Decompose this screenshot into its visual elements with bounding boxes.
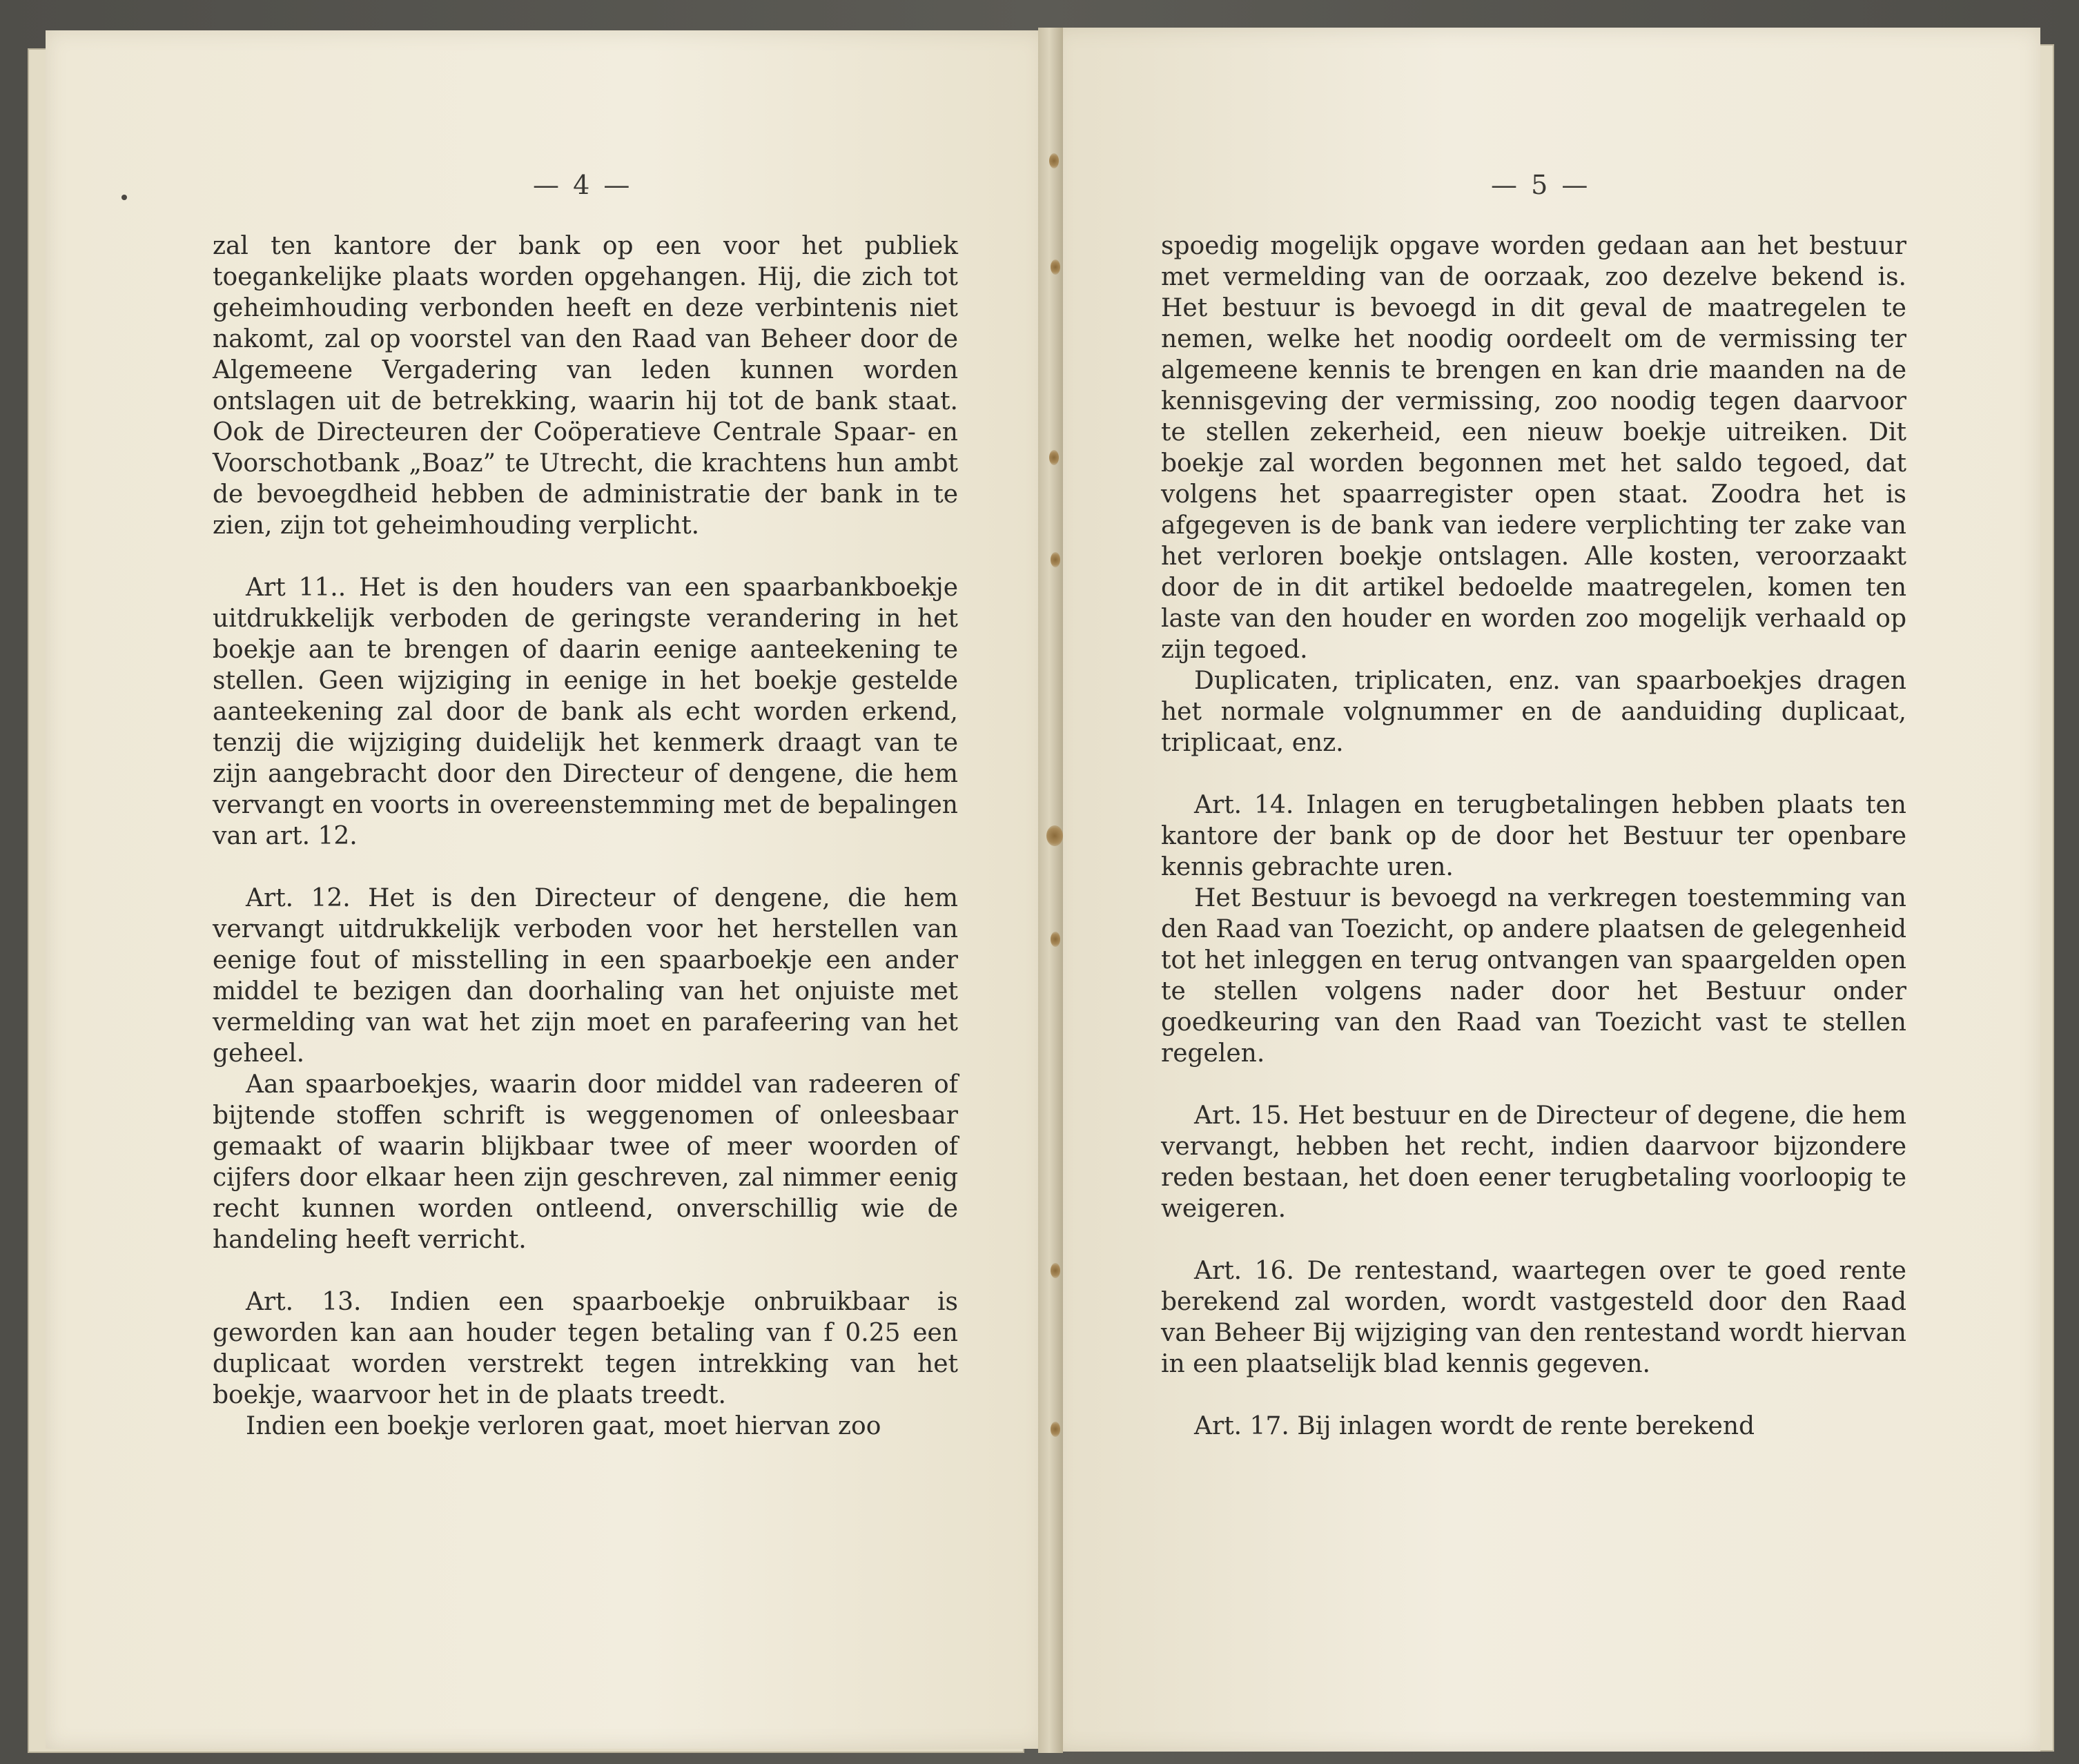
paragraph-art13-continuation: spoedig mogelijk opgave worden gedaan aan het bestuur met vermelding van de oorzaak, zoo dezelve bekend is. Het bestuur is bevoegd in dit geval de maatregelen te nemen, welke het noodig oordeelt om de vermissing ter algemeene kennis te brengen en kan drie maanden na de kennisgeving der vermissing, zoo noodig tegen daarvoor te stellen zekerheid, een nieuw boekje uitreiken. Dit boekje zal worden begonnen met het saldo tegoed, dat volgens het spaarregister open staat. Zoodra het is afgegeven is de bank van iedere verplichting ter zake van het verloren boekje ontslagen. Alle kosten, veroorzaakt door de in dit artikel bedoelde maatregelen, komen ten laste van den houder en worden zoo mogelijk verhaald op zijn tegoed.: [1161, 232, 1906, 664]
margin-dot: [121, 195, 127, 200]
binding-stitch: [1051, 1263, 1060, 1278]
right-page-number: — 5 —: [1491, 170, 1591, 200]
right-page-body: [1161, 231, 1906, 1442]
left-page-body: [213, 231, 958, 1442]
paragraph-art-11: Art 11.. Het is den houders van een spaarbankboekje uitdrukkelijk verboden de geringste verandering in het boekje aan te brengen of daarin eenige aanteekening te stellen. Geen wijziging in eenige in het boekje gestelde aanteekening zal door de bank als echt worden erkend, tenzij die wijziging duidelijk het kenmerk draagt van te zijn aangebracht door den Directeur of dengene, die hem vervangt en voorts in overeenstemming met de bepalingen van art. 12.: [213, 574, 958, 850]
paragraph-art-12: Art. 12. Het is den Directeur of dengene, die hem vervangt uitdrukkelijk verboden voor het herstellen van eenige fout of misstelling in een spaarboekje een ander middel te bezigen dan doorhaling van het onjuiste met vermelding van wat het zijn moet en parafeering van het geheel.: [213, 884, 958, 1068]
paragraph-duplicaten: Duplicaten, triplicaten, enz. van spaarboekjes dragen het normale volgnummer en de aanduiding duplicaat, triplicaat, enz.: [1161, 667, 1906, 757]
paragraph-art-13-verloren: Indien een boekje verloren gaat, moet hiervan zoo: [246, 1412, 881, 1440]
binding-stitch: [1051, 552, 1060, 567]
binding-stitch: [1051, 1422, 1060, 1437]
binding-gutter: [1038, 28, 1063, 1753]
paragraph-art10-continuation: zal ten kantore der bank op een voor het publiek toegankelijke plaats worden opgehangen. Hij, die zich tot geheimhouding verbonden heeft en deze verbintenis niet nakomt, zal op voorstel van den Raad van Beheer door de Algemeene Vergadering van leden kunnen worden ontslagen uit de betrekking, waarin hij tot de bank staat. Ook de Directeuren der Coöperatieve Centrale Spaar- en Voorschotbank „Boaz” te Utrecht, die krachtens hun ambt de bevoegdheid hebben de administratie der bank in te zien, zijn tot geheimhouding verplicht.: [213, 232, 958, 540]
paragraph-art-13: Art. 13. Indien een spaarboekje onbruikbaar is geworden kan aan houder tegen betaling van f 0.25 een duplicaat worden verstrekt tegen intrekking van het boekje, waarvoor het in de plaats treedt.: [213, 1288, 958, 1409]
paragraph-art-17: Art. 17. Bij inlagen wordt de rente berekend: [1194, 1412, 1755, 1440]
binding-stitch: [1046, 825, 1063, 846]
paragraph-art-14-bestuur: Het Bestuur is bevoegd na verkregen toestemming van den Raad van Toezicht, op andere plaatsen de gelegenheid tot het inleggen en terug ontvangen van spaargelden open te stellen volgens nader door het Bestuur onder goedkeuring van den Raad van Toezicht vast te stellen regelen.: [1161, 884, 1906, 1068]
binding-stitch: [1049, 450, 1059, 465]
paragraph-art-14: Art. 14. Inlagen en terugbetalingen hebben plaats ten kantore der bank op de door het Bestuur ter openbare kennis gebrachte uren.: [1161, 791, 1906, 881]
paragraph-art-12-spaarboekjes: Aan spaarboekjes, waarin door middel van radeeren of bijtende stoffen schrift is weggenomen of onleesbaar gemaakt of waarin blijkbaar twee of meer woorden of cijfers door elkaar heen zijn geschreven, zal nimmer eenig recht kunnen worden ontleend, onverschillig wie de handeling heeft verricht.: [213, 1070, 958, 1254]
binding-stitch: [1051, 932, 1060, 947]
paragraph-art-16: Art. 16. De rentestand, waartegen over te goed rente berekend zal worden, wordt vastgesteld door den Raad van Beheer Bij wijziging van den rentestand wordt hiervan in een plaatselijk blad kennis gegeven.: [1161, 1257, 1906, 1378]
binding-stitch: [1049, 153, 1059, 168]
binding-stitch: [1051, 259, 1060, 275]
left-page-number: — 4 —: [533, 170, 633, 200]
paragraph-art-15: Art. 15. Het bestuur en de Directeur of degene, die hem vervangt, hebben het recht, indien daarvoor bijzondere reden bestaan, het doen eener terugbetaling voorloopig te weigeren.: [1161, 1101, 1906, 1223]
